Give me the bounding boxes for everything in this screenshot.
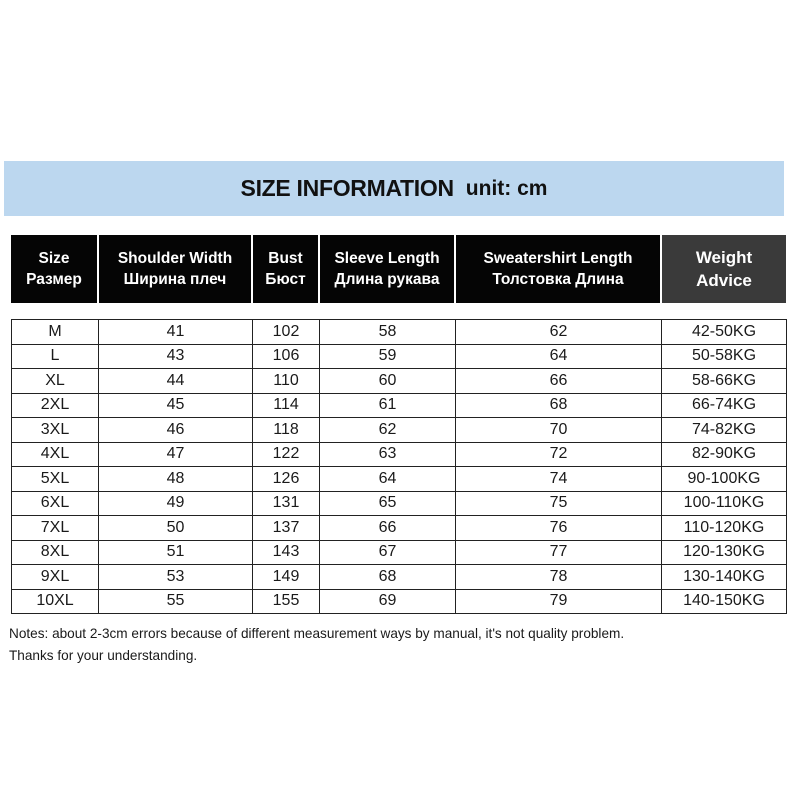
sweatershirt-length-cell: 79 — [456, 589, 662, 614]
header-shoulder-width — [98, 235, 252, 303]
shoulder-width-cell: 48 — [99, 467, 253, 492]
bust-cell: 114 — [253, 393, 320, 418]
shoulder-width-cell: 46 — [99, 418, 253, 443]
shoulder-width-cell: 47 — [99, 442, 253, 467]
table-row — [12, 344, 787, 369]
weight-advice-cell: 66-74KG — [662, 393, 787, 418]
header-label-en: Size — [38, 250, 70, 267]
header-label-ru: Длина рукава — [334, 271, 440, 288]
sleeve-length-cell: 68 — [320, 565, 456, 590]
size-cell: 7XL — [12, 516, 99, 541]
sleeve-length-cell: 62 — [320, 418, 456, 443]
weight-advice-cell: 120-130KG — [662, 540, 787, 565]
size-cell: 5XL — [12, 467, 99, 492]
table-row — [12, 369, 787, 394]
weight-advice-cell: 90-100KG — [662, 467, 787, 492]
size-cell: 2XL — [12, 393, 99, 418]
banner-unit: unit: cm — [465, 176, 548, 200]
bust-cell: 126 — [253, 467, 320, 492]
sleeve-length-cell: 58 — [320, 320, 456, 345]
sweatershirt-length-cell: 75 — [456, 491, 662, 516]
header-bust — [252, 235, 319, 303]
size-cell: 3XL — [12, 418, 99, 443]
notes — [9, 623, 789, 666]
sweatershirt-length-cell: 77 — [456, 540, 662, 565]
size-table — [11, 319, 787, 614]
header-label-ru: Бюст — [265, 271, 306, 288]
table-row — [12, 516, 787, 541]
bust-cell: 149 — [253, 565, 320, 590]
weight-advice-cell: 58-66KG — [662, 369, 787, 394]
sleeve-length-cell: 64 — [320, 467, 456, 492]
size-info-banner — [4, 161, 784, 216]
size-cell: M — [12, 320, 99, 345]
sleeve-length-cell: 59 — [320, 344, 456, 369]
sweatershirt-length-cell: 66 — [456, 369, 662, 394]
shoulder-width-cell: 41 — [99, 320, 253, 345]
shoulder-width-cell: 50 — [99, 516, 253, 541]
sleeve-length-cell: 65 — [320, 491, 456, 516]
header-size — [11, 235, 98, 303]
table-row — [12, 393, 787, 418]
table-row — [12, 442, 787, 467]
header-label-ru: Толстовка Длина — [492, 271, 624, 288]
header-label-en: Sleeve Length — [334, 250, 440, 267]
sweatershirt-length-cell: 70 — [456, 418, 662, 443]
table-row — [12, 418, 787, 443]
sleeve-length-cell: 67 — [320, 540, 456, 565]
size-cell: 4XL — [12, 442, 99, 467]
weight-advice-cell: 42-50KG — [662, 320, 787, 345]
size-cell: 10XL — [12, 589, 99, 614]
header-sleeve-length — [319, 235, 455, 303]
header-label-en: Shoulder Width — [117, 250, 233, 267]
bust-cell: 110 — [253, 369, 320, 394]
bust-cell: 143 — [253, 540, 320, 565]
banner-title: SIZE INFORMATION — [240, 175, 454, 201]
header-label-ru: Ширина плеч — [123, 271, 227, 288]
weight-advice-cell: 110-120KG — [662, 516, 787, 541]
weight-advice-cell: 74-82KG — [662, 418, 787, 443]
shoulder-width-cell: 49 — [99, 491, 253, 516]
header-label-ru: Размер — [26, 271, 82, 288]
sleeve-length-cell: 61 — [320, 393, 456, 418]
shoulder-width-cell: 45 — [99, 393, 253, 418]
header-row — [11, 235, 786, 303]
header-label-en: Sweatershirt Length — [483, 250, 633, 267]
weight-advice-cell: 130-140KG — [662, 565, 787, 590]
header-label-weight: Weight — [695, 248, 753, 267]
header-label-en: Bust — [268, 250, 303, 267]
bust-cell: 155 — [253, 589, 320, 614]
notes-line-1: Notes: about 2-3cm errors because of different measurement ways by manual, it's not quality problem. — [9, 626, 625, 641]
table-row — [12, 589, 787, 614]
table-row — [12, 467, 787, 492]
sleeve-length-cell: 60 — [320, 369, 456, 394]
bust-cell: 118 — [253, 418, 320, 443]
bust-cell: 102 — [253, 320, 320, 345]
table-row — [12, 540, 787, 565]
sleeve-length-cell: 69 — [320, 589, 456, 614]
table-row — [12, 320, 787, 345]
notes-line-2: Thanks for your understanding. — [9, 647, 198, 663]
table-row — [12, 565, 787, 590]
weight-advice-cell: 50-58KG — [662, 344, 787, 369]
sleeve-length-cell: 66 — [320, 516, 456, 541]
shoulder-width-cell: 55 — [99, 589, 253, 614]
size-cell: 9XL — [12, 565, 99, 590]
sweatershirt-length-cell: 76 — [456, 516, 662, 541]
size-cell: XL — [12, 369, 99, 394]
header-label-advice: Advice — [696, 271, 752, 290]
header-sweatershirt-length — [455, 235, 661, 303]
size-cell: 6XL — [12, 491, 99, 516]
header-weight-advice — [661, 235, 786, 303]
size-table-header — [11, 235, 786, 303]
shoulder-width-cell: 43 — [99, 344, 253, 369]
sweatershirt-length-cell: 72 — [456, 442, 662, 467]
size-cell: L — [12, 344, 99, 369]
sweatershirt-length-cell: 74 — [456, 467, 662, 492]
weight-advice-cell: 82-90KG — [662, 442, 787, 467]
weight-advice-cell: 140-150KG — [662, 589, 787, 614]
sweatershirt-length-cell: 68 — [456, 393, 662, 418]
shoulder-width-cell: 53 — [99, 565, 253, 590]
sleeve-length-cell: 63 — [320, 442, 456, 467]
size-table-body — [12, 320, 787, 614]
sweatershirt-length-cell: 78 — [456, 565, 662, 590]
sweatershirt-length-cell: 64 — [456, 344, 662, 369]
shoulder-width-cell: 44 — [99, 369, 253, 394]
bust-cell: 137 — [253, 516, 320, 541]
weight-advice-cell: 100-110KG — [662, 491, 787, 516]
table-row — [12, 491, 787, 516]
bust-cell: 131 — [253, 491, 320, 516]
sweatershirt-length-cell: 62 — [456, 320, 662, 345]
size-cell: 8XL — [12, 540, 99, 565]
bust-cell: 106 — [253, 344, 320, 369]
bust-cell: 122 — [253, 442, 320, 467]
shoulder-width-cell: 51 — [99, 540, 253, 565]
